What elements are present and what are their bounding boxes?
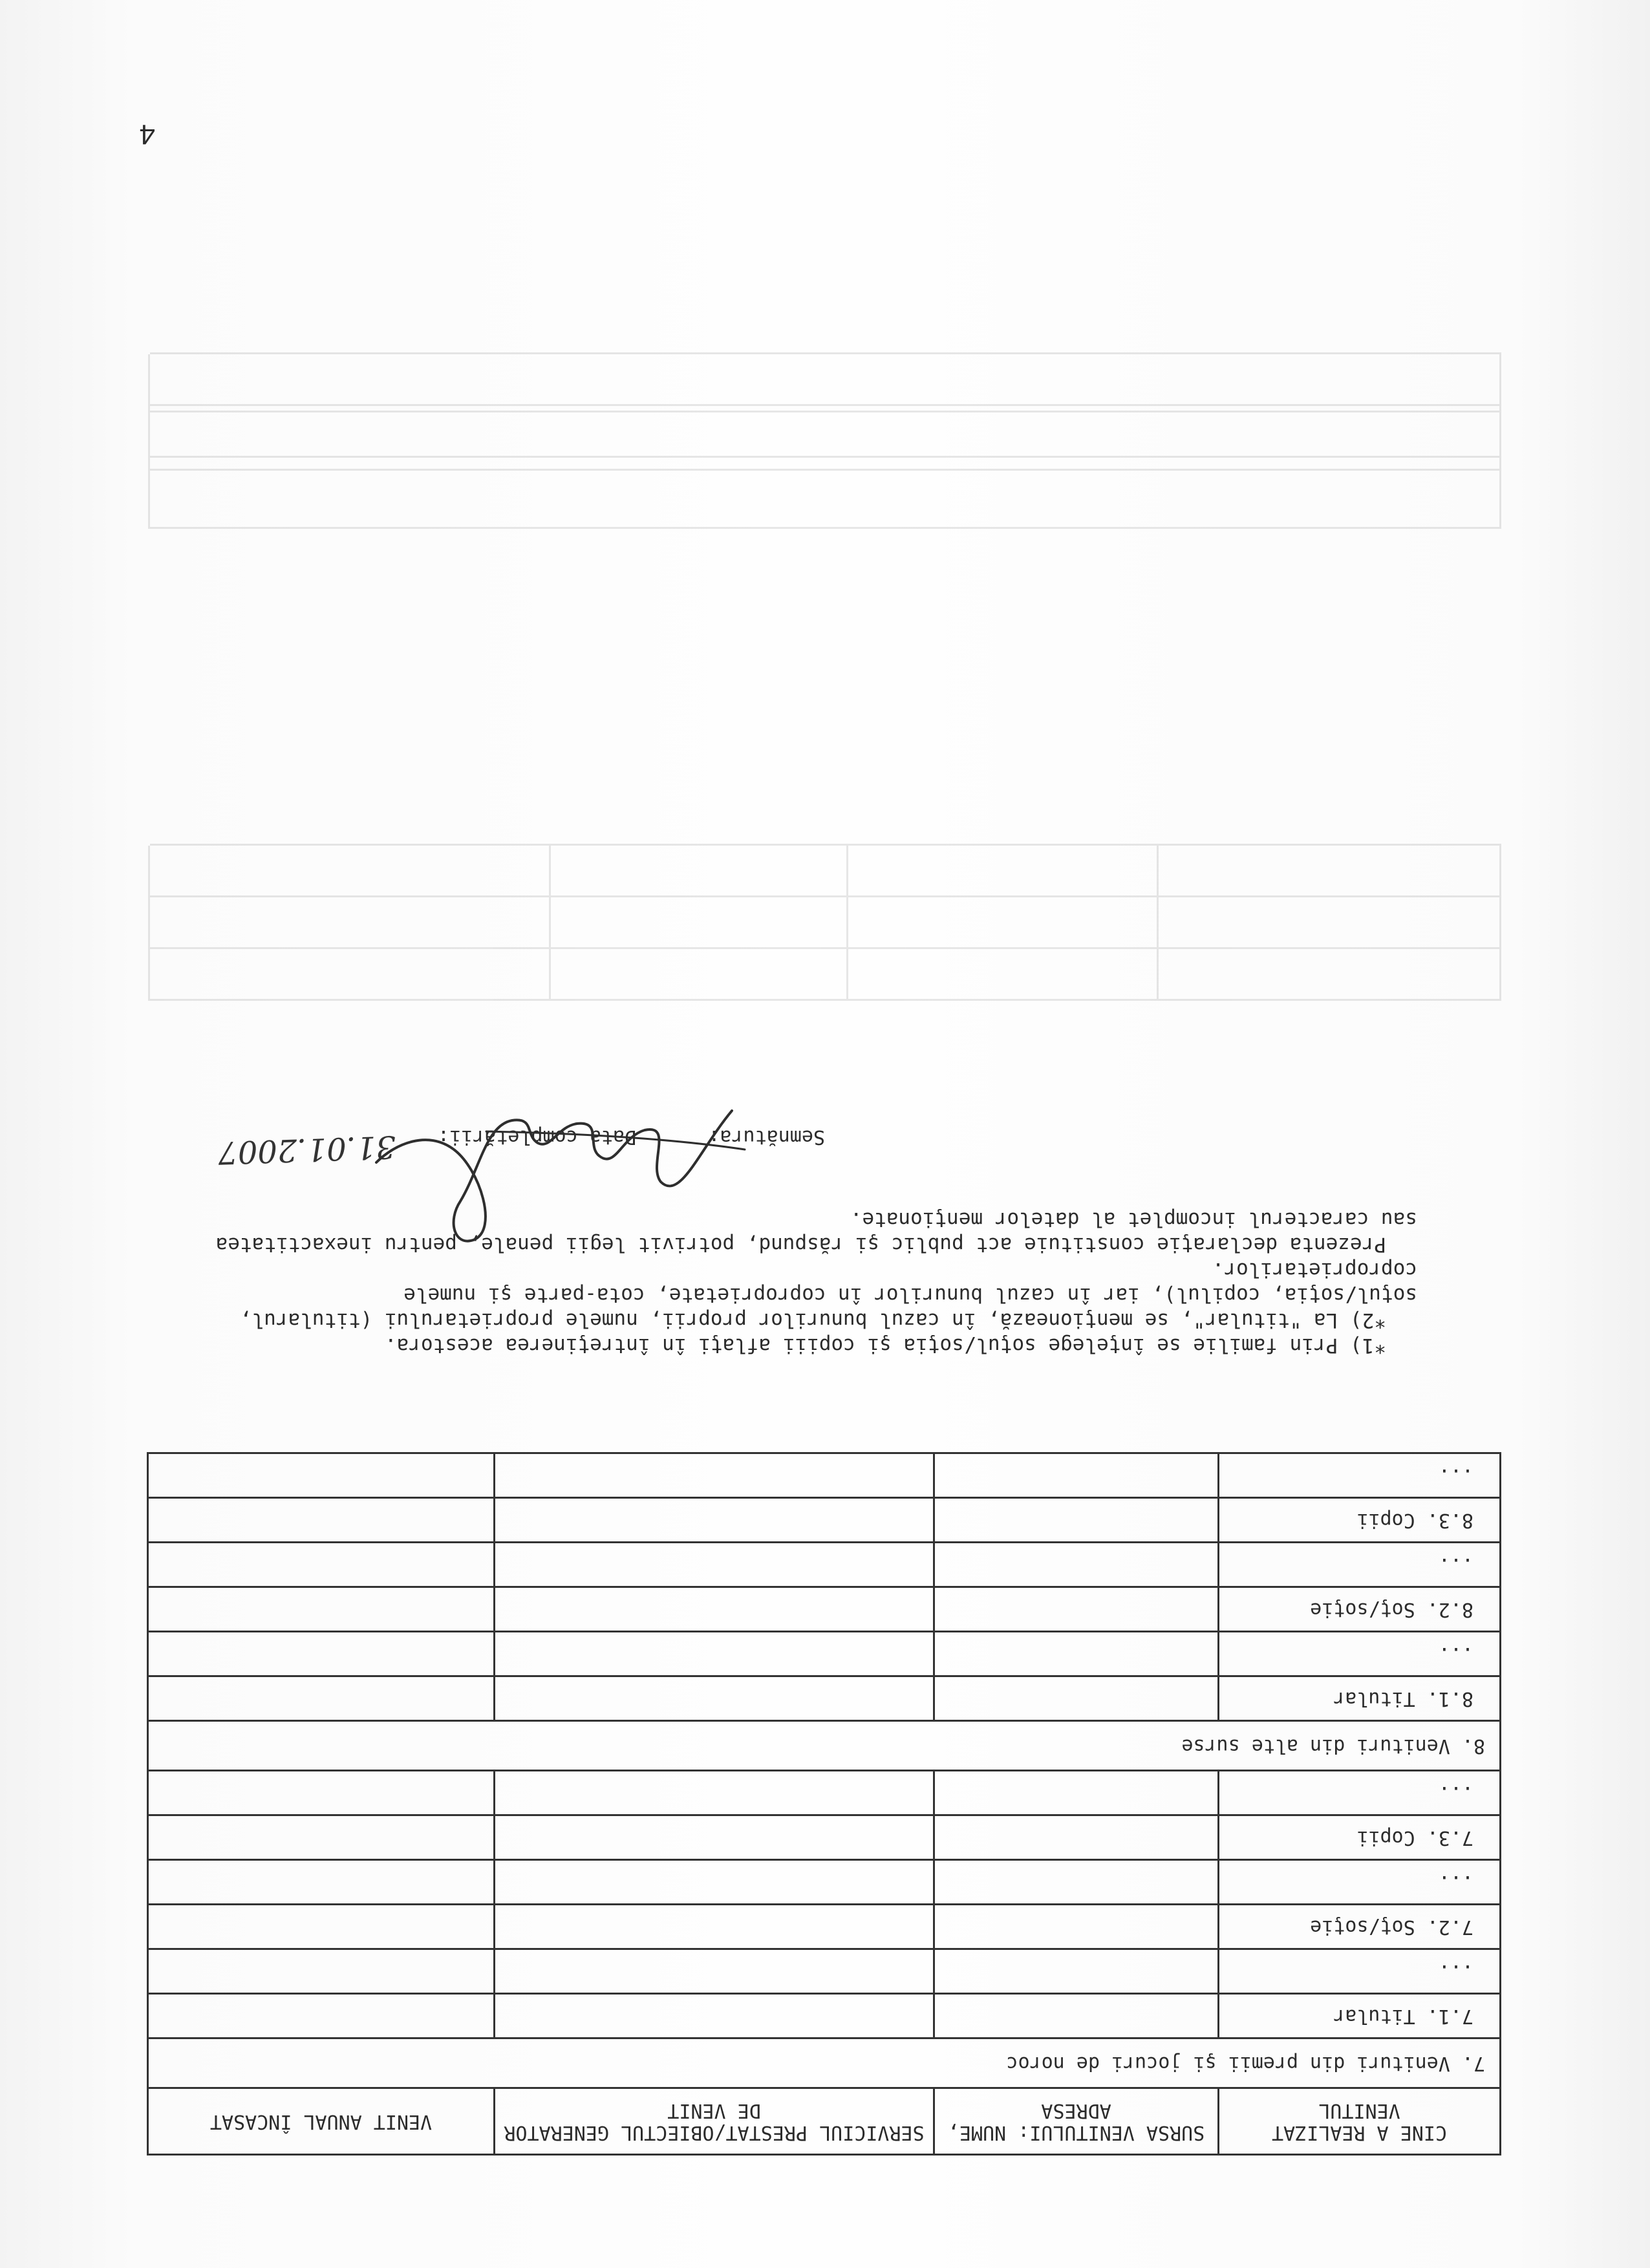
- cell-empty: [934, 1587, 1219, 1632]
- table-row: [148, 1815, 1501, 1860]
- cell-empty: [495, 1815, 934, 1860]
- signature-label: Semnătura:: [708, 1126, 825, 1148]
- row-placeholder: ...: [1219, 1771, 1501, 1815]
- cell-empty: [495, 1632, 934, 1676]
- row-label: 7.3. Copii: [1219, 1815, 1501, 1860]
- section-row-premii: [148, 2038, 1501, 2088]
- row-placeholder: ...: [1219, 1543, 1501, 1587]
- header-sursa-venitului: SURSA VENITULUI: NUME, ADRESA: [934, 2088, 1219, 2155]
- footnote-2: *2) La "titular", se menţionează, în cazul bunurilor proprii, numele proprietarului (titularul, soţul/soţia, copilul), iar în cazul bunurilor în coproprietate, cota-parte şi numele coproprietarilor.: [239, 1258, 1417, 1332]
- cell-empty: [934, 1994, 1219, 2038]
- handwritten-signature: [357, 1085, 758, 1279]
- cell-empty: [148, 1994, 495, 2038]
- cell-empty: [148, 1632, 495, 1676]
- cell-empty: [934, 1676, 1219, 1721]
- cell-empty: [495, 1949, 934, 1994]
- legal-statement: Prezenta declaraţie constituie act public şi răspund, potrivit legii penale, pentru inexactitatea sau caracterul incomplet al datelor menţionate.: [215, 1208, 1417, 1256]
- cell-empty: [148, 1771, 495, 1815]
- row-label: 8.2. Soţ/soţie: [1219, 1587, 1501, 1632]
- table-row: [148, 1994, 1501, 2038]
- header-venit-anual: VENIT ANUAL ÎNCASAT: [148, 2088, 495, 2155]
- table-row: [148, 1771, 1501, 1815]
- cell-empty: [495, 1676, 934, 1721]
- cell-empty: [148, 1498, 495, 1543]
- cell-empty: [495, 1905, 934, 1949]
- cell-empty: [934, 1453, 1219, 1498]
- cell-empty: [495, 1453, 934, 1498]
- cell-empty: [934, 1905, 1219, 1949]
- cell-empty: [934, 1860, 1219, 1905]
- cell-empty: [934, 1949, 1219, 1994]
- section-row-alte-surse: [148, 1721, 1501, 1771]
- cell-empty: [148, 1905, 495, 1949]
- cell-empty: [934, 1815, 1219, 1860]
- row-label: 8.3. Copii: [1219, 1498, 1501, 1543]
- cell-empty: [495, 1543, 934, 1587]
- table-row: [148, 1587, 1501, 1632]
- cell-empty: [934, 1543, 1219, 1587]
- table-row: [148, 1676, 1501, 1721]
- table-row: [148, 1632, 1501, 1676]
- table-row: [148, 1498, 1501, 1543]
- cell-empty: [148, 1453, 495, 1498]
- header-serviciul-prestat: SERVICIUL PRESTAT/OBIECTUL GENERATOR DE VENIT: [495, 2088, 934, 2155]
- cell-empty: [148, 1949, 495, 1994]
- section-title: 7. Venituri din premii şi jocuri de noroc: [148, 2038, 1501, 2088]
- table-row: [148, 1543, 1501, 1587]
- page-number: 4: [139, 118, 155, 150]
- cell-empty: [495, 1994, 934, 2038]
- table-row: [148, 1949, 1501, 1994]
- cell-empty: [148, 1587, 495, 1632]
- header-cine-a-realizat: CINE A REALIZAT VENITUL: [1219, 2088, 1501, 2155]
- cell-empty: [148, 1676, 495, 1721]
- cell-empty: [495, 1498, 934, 1543]
- row-placeholder: ...: [1219, 1453, 1501, 1498]
- row-label: 7.2. Soţ/soţie: [1219, 1905, 1501, 1949]
- cell-empty: [148, 1543, 495, 1587]
- cell-empty: [934, 1498, 1219, 1543]
- row-placeholder: ...: [1219, 1860, 1501, 1905]
- row-label: 8.1. Titular: [1219, 1676, 1501, 1721]
- income-table: [147, 1452, 1501, 2156]
- cell-empty: [495, 1860, 934, 1905]
- table-row: [148, 1453, 1501, 1498]
- table-row: [148, 1860, 1501, 1905]
- cell-empty: [148, 1815, 495, 1860]
- section-title: 8. Venituri din alte surse: [148, 1721, 1501, 1771]
- cell-empty: [934, 1632, 1219, 1676]
- table-header-row: [148, 2088, 1501, 2155]
- footnote-1: *1) Prin familie se înţelege soţul/soţia şi copiii aflaţi în întreţinerea acestora.: [384, 1334, 1386, 1357]
- row-label: 7.1. Titular: [1219, 1994, 1501, 2038]
- cell-empty: [148, 1860, 495, 1905]
- row-placeholder: ...: [1219, 1949, 1501, 1994]
- row-placeholder: ...: [1219, 1632, 1501, 1676]
- table-row: [148, 1905, 1501, 1949]
- cell-empty: [495, 1771, 934, 1815]
- date-label: Data completării:: [437, 1126, 636, 1148]
- cell-empty: [495, 1587, 934, 1632]
- handwritten-date: 31.01.2007: [217, 1128, 396, 1171]
- cell-empty: [934, 1771, 1219, 1815]
